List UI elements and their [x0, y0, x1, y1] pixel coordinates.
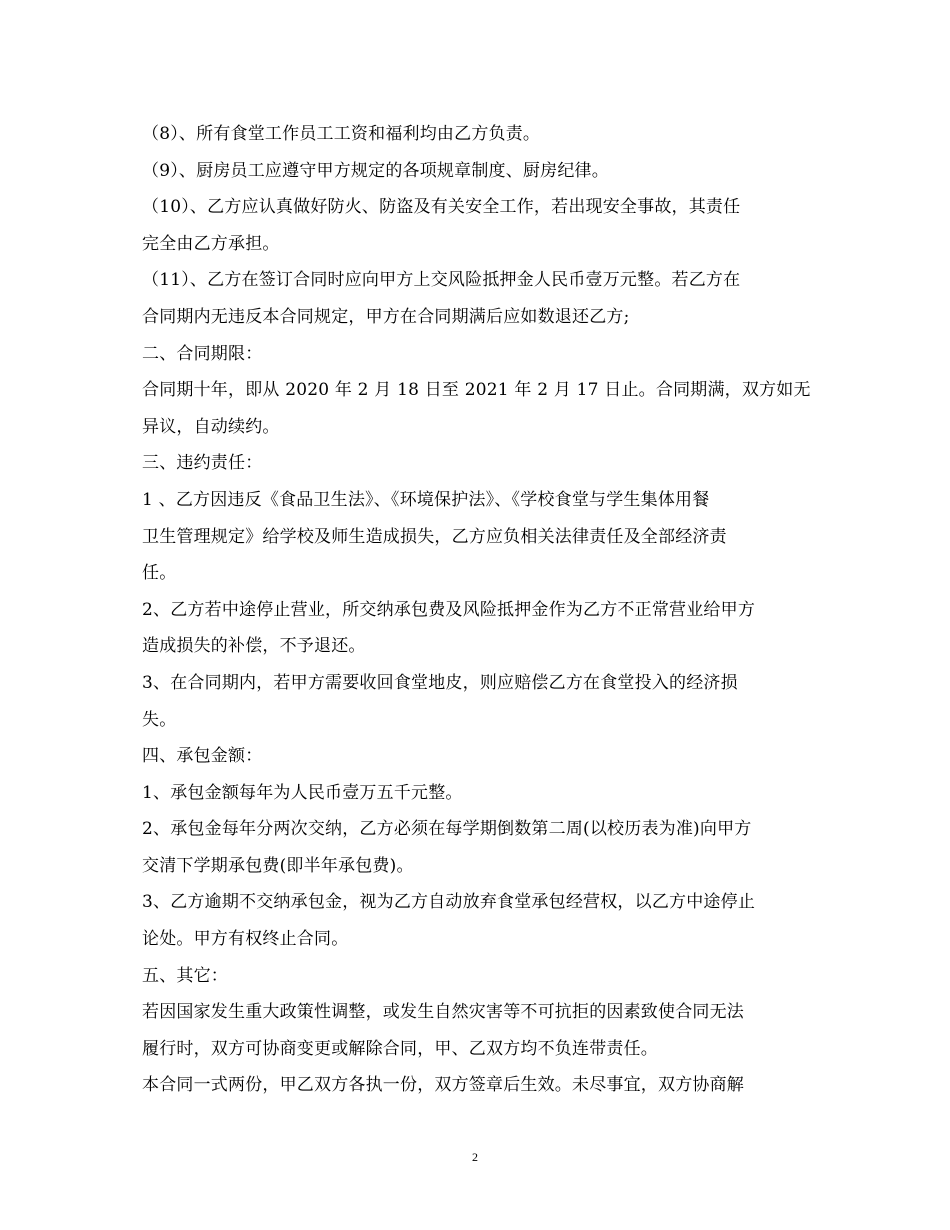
text-line: （9）、厨房员工应遵守甲方规定的各项规章制度、厨房纪律。 — [142, 160, 609, 181]
text-line: 3、在合同期内，若甲方需要收回食堂地皮，则应赔偿乙方在食堂投入的经济损 — [142, 672, 738, 693]
text-line: （8）、所有食堂工作员工工资和福利均由乙方负责。 — [142, 124, 541, 144]
text-line: 合同期内无违反本合同规定，甲方在合同期满后应如数退还乙方; — [142, 306, 630, 327]
text-line: 失。 — [142, 709, 177, 730]
document-body — [142, 116, 822, 1104]
text-line: 履行时，双方可协商变更或解除合同，甲、乙双方均不负连带责任。 — [142, 1038, 658, 1059]
text-line: 若因国家发生重大政策性调整，或发生自然灾害等不可抗拒的因素致使合同无法 — [142, 1002, 744, 1023]
text-line: 二、合同期限： — [142, 343, 263, 364]
text-line: 造成损失的补偿，不予退还。 — [142, 636, 366, 657]
text-line: 交清下学期承包费(即半年承包费)。 — [142, 855, 414, 876]
text-line: 合同期十年，即从 2020 年 2 月 18 日至 2021 年 2 月 17 日止。合同期满，双方如无 — [142, 380, 811, 401]
text-line: 任。 — [142, 563, 177, 584]
text-line: 本合同一式两份，甲乙双方各执一份，双方签章后生效。未尽事宜，双方协商解 — [142, 1075, 744, 1096]
text-line: 卫生管理规定》给学校及师生造成损失，乙方应负相关法律责任及全部经济责 — [142, 526, 727, 547]
text-line: 2、承包金每年分两次交纳，乙方必须在每学期倒数第二周(以校历表为准)向甲方 — [142, 819, 752, 840]
text-line: 完全由乙方承担。 — [142, 233, 280, 254]
text-line: 论处。甲方有权终止合同。 — [142, 929, 349, 950]
text-line: 3、乙方逾期不交纳承包金，视为乙方自动放弃食堂承包经营权，以乙方中途停止 — [142, 892, 756, 913]
text-line: 1、承包金额每年为人民币壹万五千元整。 — [142, 782, 463, 803]
text-line: 五、其它： — [142, 965, 228, 986]
text-line: 异议，自动续约。 — [142, 416, 280, 437]
text-line: （10）、乙方应认真做好防火、防盗及有关安全工作，若出现安全事故，其责任 — [142, 197, 741, 218]
text-line: 2、乙方若中途停止营业，所交纳承包费及风险抵押金作为乙方不正常营业给甲方 — [142, 599, 756, 620]
text-line: 三、违约责任： — [142, 453, 263, 474]
page-number: 2 — [472, 1150, 478, 1164]
text-line: 四、承包金额： — [142, 746, 263, 767]
text-line: 1 、乙方因违反《食品卫生法》、《环境保护法》、《学校食堂与学生集体用餐 — [142, 489, 710, 510]
text-line: （11）、乙方在签订合同时应向甲方上交风险抵押金人民币壹万元整。若乙方在 — [142, 270, 741, 291]
